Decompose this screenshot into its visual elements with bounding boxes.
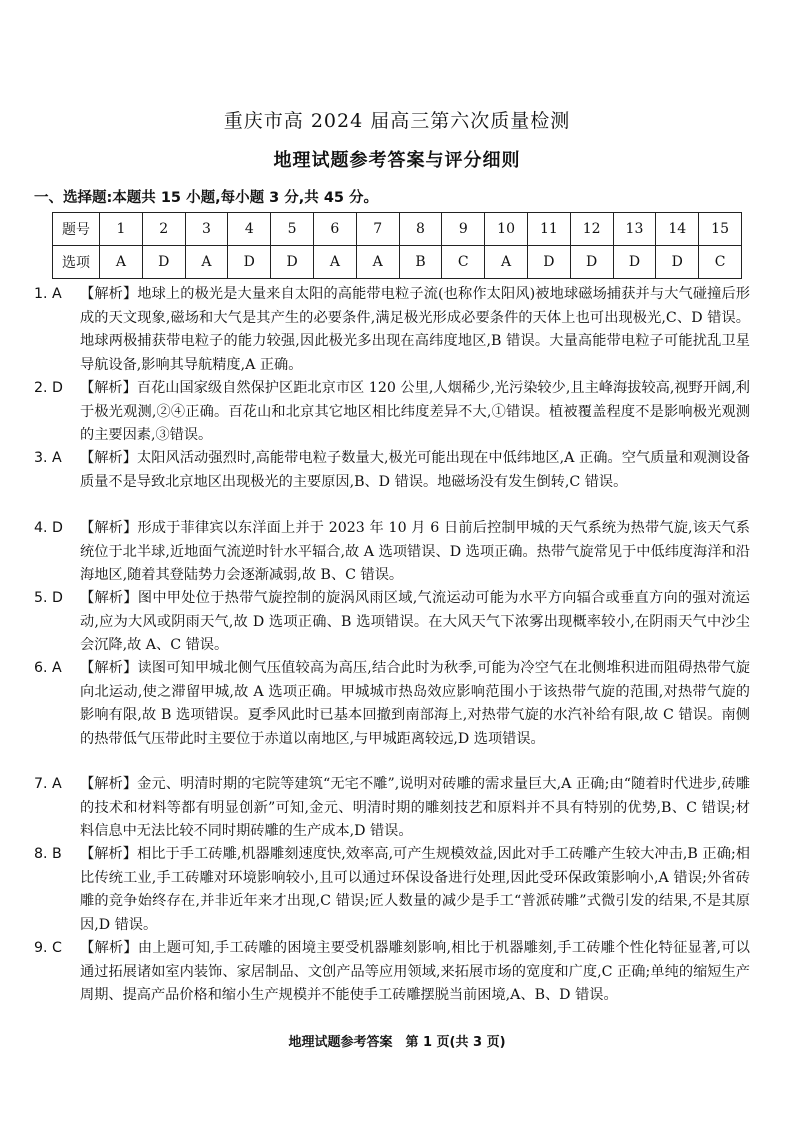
explanation-item [34, 283, 750, 377]
page-footer: 地理试题参考答案 第 1 页(共 3 页) [288, 1035, 506, 1050]
row-label: 选项 [53, 246, 100, 279]
answer-cell: D [527, 246, 570, 279]
question-number: 13 [613, 213, 656, 246]
explanation-item [34, 657, 750, 751]
explanation-text: 【解析】形成于菲律宾以东洋面上并于 2023 年 10 月 6 日前后控制甲城的天气系统为热带气旋,该天气系统位于北半球,近地面气流逆时针水平辐合,故 A 选项错误、D 选项正确。热带气旋常见于中低纬度海洋和沿海地区,随着其登陆势力会逐渐减弱,故 B、C 错误。 [80, 520, 750, 584]
exam-title: 重庆市高 2024 届高三第六次质量检测 [223, 110, 571, 132]
explanation-number: 9. C [34, 940, 62, 956]
explanation-number: 4. D [34, 520, 63, 536]
question-number: 5 [271, 213, 314, 246]
explanation-item [34, 773, 750, 844]
question-number: 11 [527, 213, 570, 246]
question-number: 8 [399, 213, 442, 246]
row-label: 题号 [53, 213, 100, 246]
question-number: 15 [699, 213, 742, 246]
explanation-number: 5. D [34, 590, 63, 606]
question-number: 7 [356, 213, 399, 246]
question-number-row [53, 213, 742, 246]
answer-cell: B [399, 246, 442, 279]
document-subtitle: 地理试题参考答案与评分细则 [273, 150, 521, 171]
question-number: 4 [228, 213, 271, 246]
explanation-number: 6. A [34, 660, 62, 676]
question-number: 14 [656, 213, 699, 246]
answer-cell: A [185, 246, 228, 279]
answer-cell: D [142, 246, 185, 279]
explanation-number: 7. A [34, 776, 62, 792]
question-number: 2 [142, 213, 185, 246]
explanation-item [34, 447, 750, 494]
question-number: 1 [100, 213, 143, 246]
section-heading: 一、选择题:本题共 15 小题,每小题 3 分,共 45 分。 [34, 190, 379, 206]
explanation-text: 【解析】由上题可知,手工砖雕的困境主要受机器雕刻影响,相比于机器雕刻,手工砖雕个性化特征显著,可以通过拓展诸如室内装饰、家居制品、文创产品等应用领域,来拓展市场的宽度和广度,C 正确;单纯的缩短生产周期、提高产品价格和缩小生产规模并不能使手工砖雕摆脱当前困境,A、B、D 错误。 [80, 940, 750, 1004]
explanation-text: 【解析】太阳风活动强烈时,高能带电粒子数量大,极光可能出现在中低纬地区,A 正确。空气质量和观测设备质量不是导致北京地区出现极光的主要原因,B、D 错误。地磁场没有发生倒转,C 错误。 [80, 450, 750, 490]
explanation-text: 【解析】读图可知甲城北侧气压值较高为高压,结合此时为秋季,可能为冷空气在北侧堆积进而阻碍热带气旋向北运动,使之滞留甲城,故 A 选项正确。甲城城市热岛效应影响范围小于该热带气旋的范围,对热带气旋的影响有限,故 B 选项错误。夏季风此时已基本回撤到南部海上,对热带气旋的水汽补给有限,故 C 错误。南侧的热带低气压带此时主要位于赤道以南地区,与甲城距离较远,D 选项错误。 [80, 660, 750, 747]
answer-table [52, 212, 742, 279]
explanation-text: 【解析】金元、明清时期的宅院等建筑“无宅不雕”,说明对砖雕的需求量巨大,A 正确;由“随着时代进步,砖雕的技术和材料等都有明显创新”可知,金元、明清时期的雕刻技艺和原料并不具有特别的优势,B、C 错误;材料信息中无法比较不同时期砖雕的生产成本,D 错误。 [80, 776, 750, 840]
question-number: 10 [485, 213, 528, 246]
answer-cell: C [699, 246, 742, 279]
answer-cell: D [271, 246, 314, 279]
answer-cell: D [613, 246, 656, 279]
explanation-item [34, 377, 750, 448]
question-number: 3 [185, 213, 228, 246]
explanation-text: 【解析】图中甲处位于热带气旋控制的旋涡风雨区域,气流运动可能为水平方向辐合或垂直方向的强对流运动,应为大风或阴雨天气,故 D 选项正确、B 选项错误。在大风天气下浓雾出现概率较小,在阴雨天气中沙尘会沉降,故 A、C 错误。 [80, 590, 750, 654]
answer-cell: A [485, 246, 528, 279]
explanation-number: 8. B [34, 846, 62, 862]
answer-cell: A [313, 246, 356, 279]
explanation-text: 【解析】地球上的极光是大量来自太阳的高能带电粒子流(也称作太阳风)被地球磁场捕获并与大气碰撞后形成的天文现象,磁场和大气是其产生的必要条件,满足极光形成必要条件的天体上也可出现极光,C、D 错误。地球两极捕获带电粒子的能力较强,因此极光多出现在高纬度地区,B 错误。大量高能带电粒子可能扰乱卫星导航设备,影响其导航精度,A 正确。 [80, 286, 750, 373]
question-number: 6 [313, 213, 356, 246]
explanation-item [34, 517, 750, 588]
explanation-number: 1. A [34, 286, 62, 302]
question-number: 9 [442, 213, 485, 246]
explanation-number: 2. D [34, 380, 63, 396]
answer-cell: D [228, 246, 271, 279]
answer-cell: D [656, 246, 699, 279]
explanation-item [34, 937, 750, 1008]
explanation-text: 【解析】百花山国家级自然保护区距北京市区 120 公里,人烟稀少,光污染较少,且主峰海拔较高,视野开阔,利于极光观测,②④正确。百花山和北京其它地区相比纬度差异不大,①错误。植被覆盖程度不是影响极光观测的主要因素,③错误。 [80, 380, 750, 444]
question-number: 12 [570, 213, 613, 246]
answer-cell: C [442, 246, 485, 279]
explanation-number: 3. A [34, 450, 62, 466]
answer-row [53, 246, 742, 279]
answer-cell: A [100, 246, 143, 279]
answer-cell: A [356, 246, 399, 279]
answer-cell: D [570, 246, 613, 279]
explanation-item [34, 843, 750, 937]
explanation-text: 【解析】相比于手工砖雕,机器雕刻速度快,效率高,可产生规模效益,因此对手工砖雕产生较大冲击,B 正确;相比传统工业,手工砖雕对环境影响较小,且可以通过环保设备进行处理,因此受环保政策影响小,A 错误;外省砖雕的竞争始终存在,并非近年来才出现,C 错误;匠人数量的减少是手工“普派砖雕”式微引发的结果,不是其原因,D 错误。 [80, 846, 750, 933]
explanation-item [34, 587, 750, 658]
